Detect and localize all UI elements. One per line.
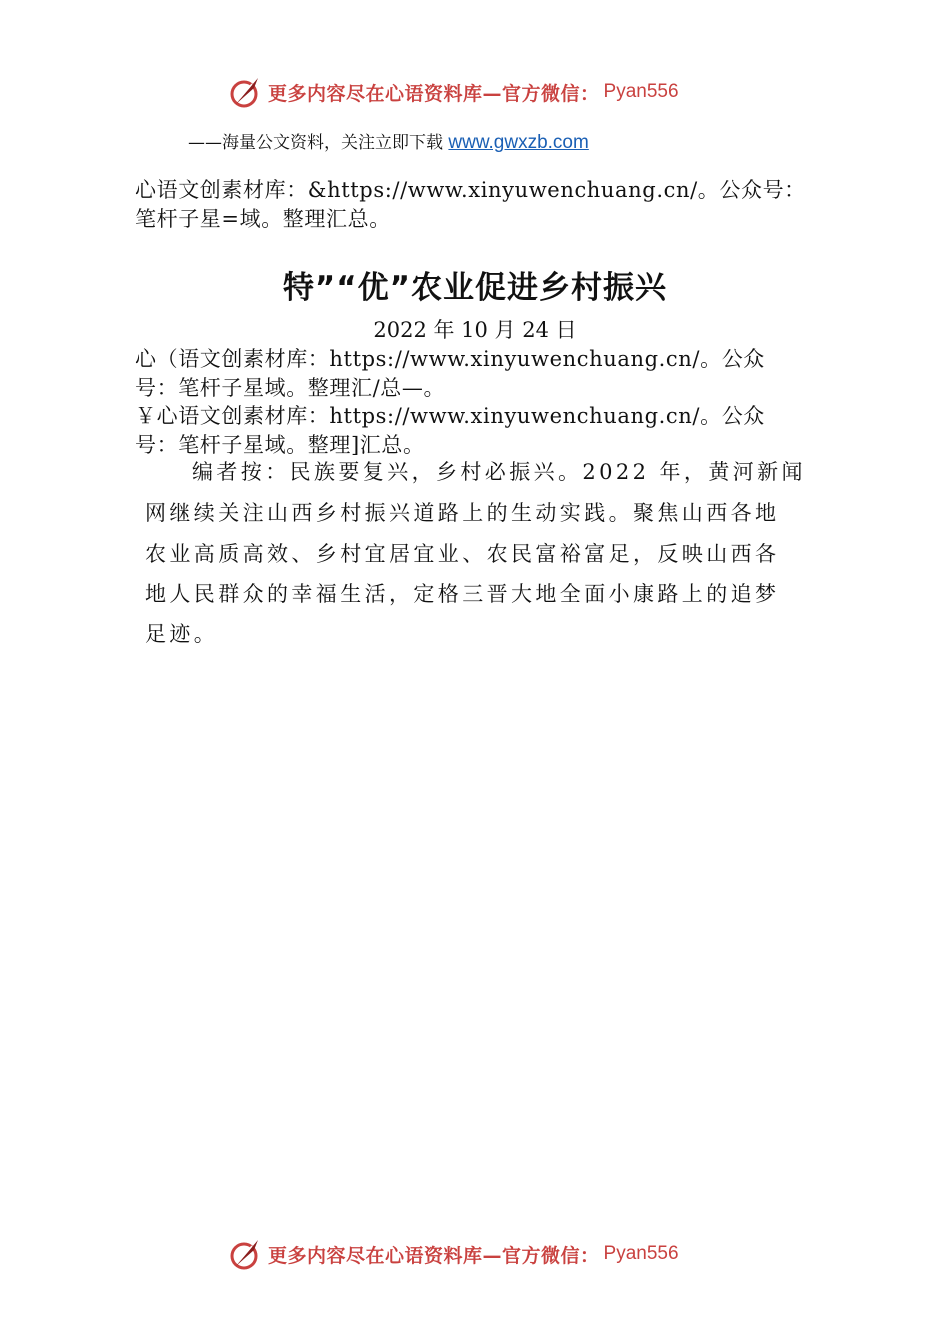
article-date: 2022 年 10 月 24 日 — [373, 318, 577, 342]
header-line: 笔杆子星=域。整理汇总。 — [135, 207, 391, 231]
editor-note-line: 编者按：民族要复兴，乡村必振兴。2022 年，黄河新闻 — [192, 460, 806, 484]
editor-note-line: 网继续关注山西乡村振兴道路上的生动实践。聚焦山西各地 — [145, 501, 780, 525]
source-line: ￥心语文创素材库：https://www.xinyuwenchuang.cn/。公众 — [135, 404, 765, 428]
source-line: 号：笔杆子星域。整理]汇总。 — [135, 433, 425, 457]
source-line: 心（语文创素材库：https://www.xinyuwenchuang.cn/。公众 — [135, 347, 765, 371]
editor-note-line: 足迹。 — [145, 622, 219, 646]
editor-note-line: 农业高质高效、乡村宜居宜业、农民富裕富足，反映山西各 — [145, 542, 780, 566]
header-line: 心语文创素材库：&https://www.xinyuwenchuang.cn/。公众号： — [135, 178, 806, 202]
subbanner — [188, 128, 589, 154]
wechat-id: Pyan556 — [603, 1243, 679, 1264]
download-link[interactable]: www.gwxzb.com — [448, 132, 589, 153]
quill-logo-icon — [228, 1236, 264, 1272]
article-title: 特”“优”农业促进乡村振兴 — [282, 270, 668, 306]
editor-note-line: 地人民群众的幸福生活，定格三晋大地全面小康路上的追梦 — [145, 582, 780, 606]
bottom-banner — [228, 1236, 679, 1272]
subbanner-text: ——海量公文资料，关注立即下载 — [188, 133, 449, 153]
wechat-id: Pyan556 — [603, 81, 679, 102]
banner-text: 更多内容尽在心语资料库—官方微信： — [268, 82, 600, 105]
quill-logo-icon — [228, 74, 264, 110]
banner-text: 更多内容尽在心语资料库—官方微信： — [268, 1244, 600, 1267]
top-banner — [228, 74, 679, 110]
source-line: 号：笔杆子星域。整理汇/总—。 — [135, 376, 446, 400]
